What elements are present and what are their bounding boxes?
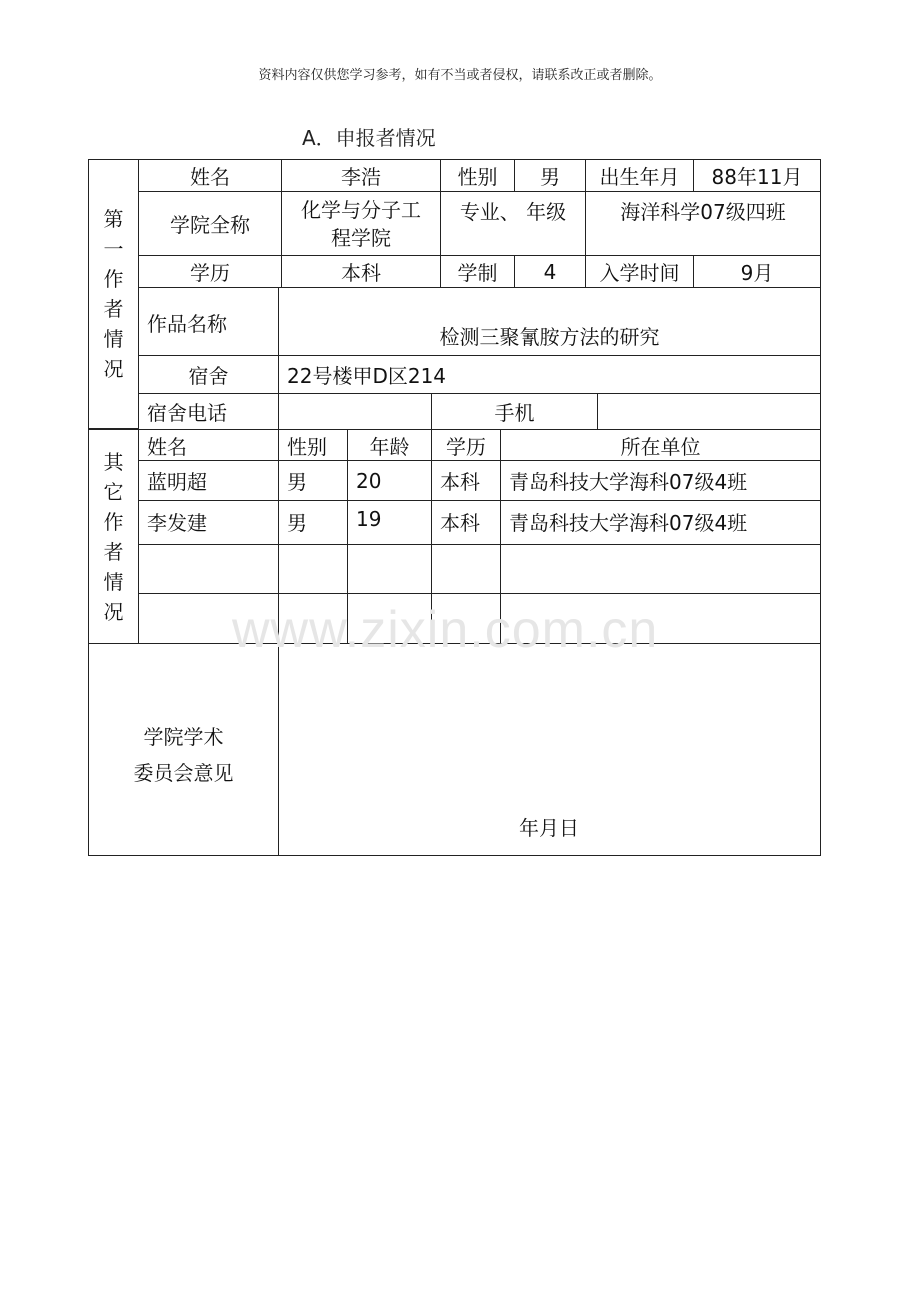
college-line-2: 程学院 bbox=[331, 225, 391, 250]
mobile-field[interactable] bbox=[597, 393, 821, 430]
table-cell[interactable]: 本科 bbox=[431, 500, 501, 545]
side-char: 第 bbox=[103, 207, 124, 231]
table-cell[interactable] bbox=[500, 544, 821, 594]
college-line-1: 化学与分子工 bbox=[301, 197, 421, 222]
side-char: 者 bbox=[103, 539, 124, 564]
mobile-label: 手机 bbox=[431, 393, 598, 430]
dorm-field[interactable]: 22号楼甲D区214 bbox=[278, 355, 821, 394]
table-cell[interactable]: 李发建 bbox=[138, 500, 279, 545]
side-char: 作 bbox=[103, 267, 124, 291]
table-cell[interactable] bbox=[138, 544, 279, 594]
table-cell[interactable]: 男 bbox=[278, 500, 348, 545]
major-label: 专业、 年级 bbox=[440, 191, 586, 256]
col-header-gender: 性别 bbox=[278, 429, 348, 461]
table-cell[interactable]: 本科 bbox=[431, 460, 501, 501]
committee-label bbox=[88, 643, 279, 856]
table-cell[interactable] bbox=[347, 544, 432, 594]
col-header-age: 年龄 bbox=[347, 429, 432, 461]
col-header-education: 学历 bbox=[431, 429, 501, 461]
other-authors-side-label bbox=[88, 429, 139, 644]
first-author-side-label bbox=[88, 159, 139, 429]
table-cell[interactable]: 青岛科技大学海科07级4班 bbox=[500, 460, 821, 501]
side-char: 作 bbox=[103, 509, 124, 534]
table-cell[interactable]: 蓝明超 bbox=[138, 460, 279, 501]
gender-field[interactable]: 男 bbox=[514, 159, 586, 192]
enroll-label: 入学时间 bbox=[585, 255, 694, 288]
table-cell[interactable]: 青岛科技大学海科07级4班 bbox=[500, 500, 821, 545]
side-char: 者 bbox=[103, 297, 124, 321]
gender-label: 性别 bbox=[440, 159, 515, 192]
major-field[interactable]: 海洋科学07级四班 bbox=[585, 191, 821, 256]
side-char: 一 bbox=[103, 237, 124, 261]
side-char: 它 bbox=[103, 479, 124, 504]
committee-opinion-field[interactable] bbox=[278, 643, 821, 856]
length-label: 学制 bbox=[440, 255, 515, 288]
table-cell[interactable]: 男 bbox=[278, 460, 348, 501]
table-cell[interactable]: 20 bbox=[347, 460, 432, 501]
side-char: 其 bbox=[103, 449, 124, 474]
table-cell[interactable] bbox=[278, 544, 348, 594]
dorm-label: 宿舍 bbox=[138, 355, 279, 394]
college-label: 学院全称 bbox=[138, 191, 282, 256]
table-cell[interactable] bbox=[431, 544, 501, 594]
side-char: 况 bbox=[103, 357, 124, 381]
education-label: 学历 bbox=[138, 255, 282, 288]
name-field[interactable]: 李浩 bbox=[281, 159, 441, 192]
watermark: www.zixin.com.cn bbox=[232, 601, 659, 659]
section-title: A．申报者情况 bbox=[302, 126, 436, 150]
work-field[interactable]: 检测三聚氰胺方法的研究 bbox=[278, 287, 821, 356]
side-char: 况 bbox=[103, 599, 124, 624]
dorm-phone-field[interactable] bbox=[278, 393, 432, 430]
dorm-phone-label: 宿舍电话 bbox=[138, 393, 279, 430]
length-field[interactable]: 4 bbox=[514, 255, 586, 288]
name-label: 姓名 bbox=[138, 159, 282, 192]
committee-label-line-1: 学院学术 bbox=[143, 724, 224, 749]
committee-label-line-2: 委员会意见 bbox=[133, 760, 234, 785]
col-header-unit: 所在单位 bbox=[500, 429, 821, 461]
college-field[interactable] bbox=[281, 191, 441, 256]
side-char: 情 bbox=[103, 569, 124, 594]
header-note: 资料内容仅供您学习参考，如有不当或者侵权，请联系改正或者删除。 bbox=[258, 68, 662, 83]
work-label: 作品名称 bbox=[138, 287, 279, 356]
side-char: 情 bbox=[103, 327, 124, 351]
education-field[interactable]: 本科 bbox=[281, 255, 441, 288]
birth-field[interactable]: 88年11月 bbox=[693, 159, 821, 192]
table-cell[interactable]: 19 bbox=[347, 500, 432, 545]
col-header-name: 姓名 bbox=[138, 429, 279, 461]
enroll-field[interactable]: 9月 bbox=[693, 255, 821, 288]
committee-date-label: 年月日 bbox=[519, 816, 579, 840]
birth-label: 出生年月 bbox=[585, 159, 694, 192]
